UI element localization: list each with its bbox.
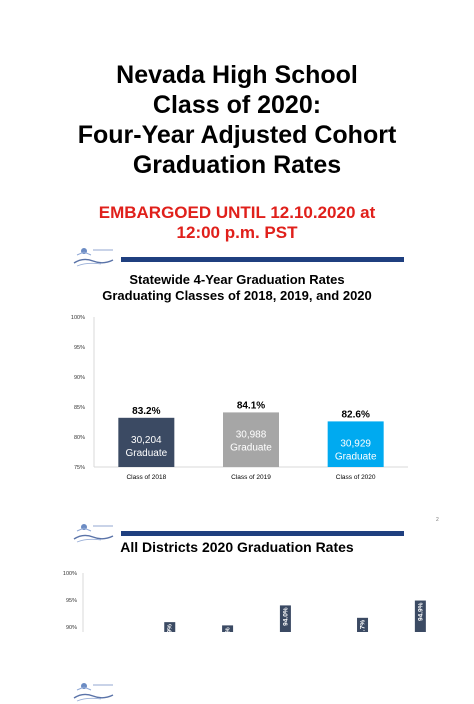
chart-title-2: All Districts 2020 Graduation Rates <box>120 539 354 555</box>
title-line-2: Class of 2020: <box>152 91 322 119</box>
y-tick-label: 95% <box>65 598 77 604</box>
bar-value-label: …9% <box>166 624 174 641</box>
y-tick-label: 100% <box>70 315 85 321</box>
x-tick-label: Class of 2018 <box>126 474 167 481</box>
bar-graduate-label: Graduate <box>334 451 377 463</box>
embargo-notice <box>0 203 474 243</box>
y-tick-label: 90% <box>65 625 77 631</box>
bar-value-label: 83.2% <box>132 405 161 417</box>
y-tick-label: 80% <box>73 435 85 441</box>
title-line-3: Four-Year Adjusted Cohort <box>77 121 397 149</box>
y-tick-label: 75% <box>73 465 85 471</box>
y-tick-label: 85% <box>73 405 85 411</box>
title-line-4: Graduation Rates <box>132 151 342 179</box>
page-number: 2 <box>436 517 439 523</box>
nevada-ready-logo-icon <box>71 246 117 268</box>
district-graduation-chart <box>50 566 450 644</box>
chart-title <box>0 272 474 304</box>
bar-graduate-label: Graduate <box>125 447 168 459</box>
bar-value-label: 82.6% <box>341 409 370 421</box>
embargo-line-1: EMBARGOED UNTIL 12.10.2020 at <box>98 203 376 222</box>
chart-title-line-2: Graduating Classes of 2018, 2019, and 2020 <box>102 288 372 303</box>
y-tick-label: 100% <box>62 571 77 577</box>
header-divider-bar <box>121 257 404 262</box>
page-title <box>0 60 474 180</box>
x-tick-label: Class of 2020 <box>335 474 376 481</box>
bar-graduate-count: 30,929 <box>340 438 371 450</box>
y-tick-label: 95% <box>73 345 85 351</box>
statewide-graduation-chart <box>50 310 450 490</box>
y-tick-label: 90% <box>73 375 85 381</box>
x-tick-label: Class of 2019 <box>231 474 271 481</box>
header-divider-bar-2 <box>121 531 404 536</box>
chart-title-line-1: Statewide 4-Year Graduation Rates <box>129 272 345 287</box>
bar-value-label: 94.9% <box>417 602 425 621</box>
bar-value-label: …3% <box>224 627 232 644</box>
bar-value-label: 94.0% <box>282 607 290 626</box>
bar-graduate-count: 30,204 <box>131 434 162 446</box>
districts-logo-icon <box>71 682 117 704</box>
title-line-1: Nevada High School <box>116 61 358 89</box>
bar-value-label: 84.1% <box>236 400 266 412</box>
bar-value-label: …7% <box>359 619 367 636</box>
bar-graduate-label: Graduate <box>230 442 272 454</box>
embargo-line-2: 12:00 p.m. PST <box>176 223 298 242</box>
bar-graduate-count: 30,988 <box>235 429 267 441</box>
